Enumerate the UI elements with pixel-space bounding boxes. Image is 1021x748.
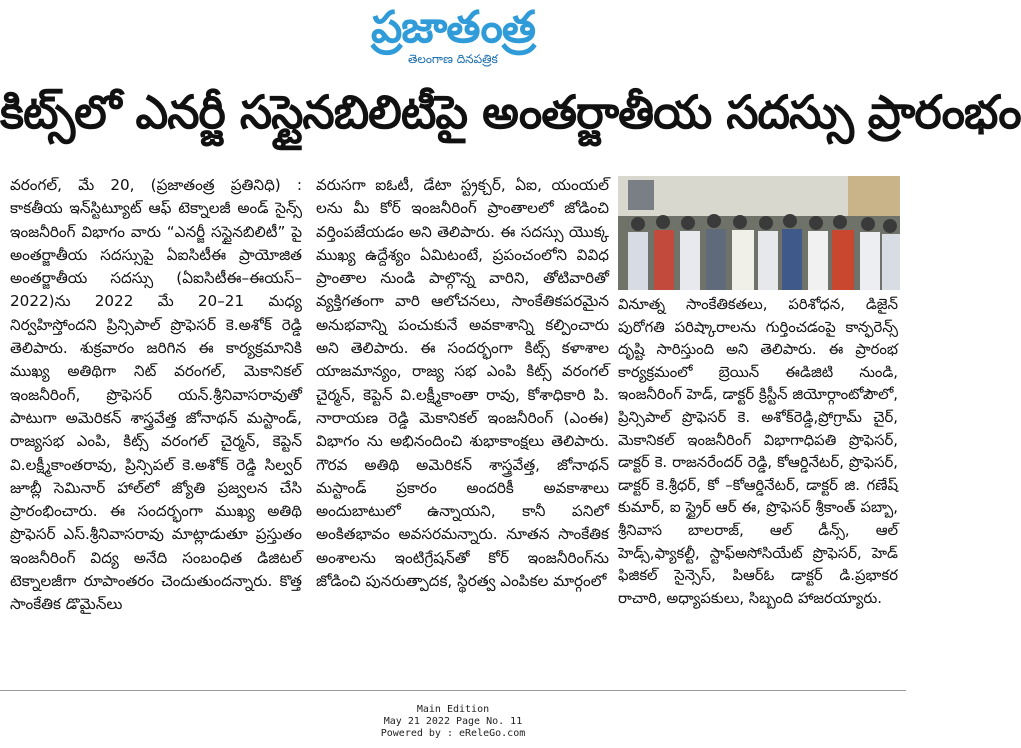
newspaper-logo	[360, 2, 546, 68]
page-footer	[0, 704, 906, 740]
logo-tagline: తెలంగాణ దినపత్రిక	[408, 52, 498, 66]
footer-divider	[0, 690, 906, 691]
column-1-text: వరంగల్, మే 20, (ప్రజాతంత్ర ప్రతినిధి) : కాకతీయ ఇన్‌స్టిట్యూట్ ఆఫ్ టెక్నాలజీ అండ్ సైన్స్ ఇంజనీరింగ్ విభాగం వారు “ఎనర్జీ సస్టైనబిలిటీ” పై అంతర్జాతీయ సదస్సుపై ఏఐసిటీఈ ప్రాయోజిత అంతర్జాతీయ సదస్సు (ఏఐసిటీఈ–ఈయస్–2022)ను 2022 మే 20–21 మధ్య నిర్వహిస్తోందని ప్రిన్సిపాల్ ప్రొఫెసర్ కె.అశోక్ రెడ్డి తెలిపారు. శుక్రవారం జరిగిన ఈ కార్యక్రమానికి ముఖ్య అతిథిగా నిట్ వరంగల్, మెకానికల్ ఇంజనీరింగ్, ప్రొఫెసర్ యన్.శ్రీనివాసరావుతో పాటుగా అమెరికన్ శాస్త్రవేత్త జోనాథన్ మస్టాండ్, రాజ్యసభ ఎంపి, కిట్స్ వరంగల్ చైర్మన్, కెప్టెన్ వి.లక్ష్మీకాంతరావు, ప్రిన్సిపల్ కె.అశోక్ రెడ్డి సిల్వర్ జూబ్లీ సెమినార్ హాల్‌లో జ్యోతి ప్రజ్వలన చేసి ప్రారంభించారు. ఈ సందర్భంగా ముఖ్య అతిథి ప్రొఫెసర్ ఎస్.శ్రీనివాసరావు మాట్లాడుతూ ప్రస్తుతం ఇంజనీరింగ్ విద్య అనేది సంబంధిత డిజిటల్ టెక్నాలజీగా రూపాంతరం చెందుతుందన్నారు. కొత్త సాంకేతిక డొమైన్‌లు	[10, 176, 302, 614]
event-group-photo	[618, 176, 900, 290]
column-2-text: వరుసగా ఐఓటీ, డేటా స్ట్రక్చర్, ఏఐ, యంయల్ లను మీ కోర్ ఇంజనీరింగ్ ప్రాంతాలలో జోడించి వర్తింపజేయడం అని తెలిపారు. ఈ సదస్సు యొక్క ముఖ్య ఉద్దేశ్యం ఏమిటంటే, ప్రపంచంలోని వివిధ ప్రాంతాల నుండి పాల్గొన్న వారిని, తోటివారితో వ్యక్తిగతంగా వారి ఆలోచనలు, సాంకేతికపరమైన అనుభవాన్ని పంచుకునే అవకాశాన్ని కల్పించారు అని తెలిపారు. ఈ సందర్భంగా కిట్స్ కళాశాల యాజమాన్యం, రాజ్య సభ ఎంపి కిట్స్ వరంగల్ చైర్మన్, కెప్టెన్ వి.లక్ష్మీకాంతా రావు, కోశాధికారి పి. నారాయణ రెడ్డి మెకానికల్ ఇంజనీరింగ్ (ఎంఈ) విభాగం ను అభినందించి శుభాకాంక్షలు తెలిపారు. గౌరవ అతిథి అమెరికన్ శాస్త్రవేత్త, జోనాథన్ మస్టాండ్ ప్రకారం అందరికీ అవకాశాలు అందుబాటులో ఉన్నాయని, కానీ పనిలో అంకితభావం అవసరమన్నారు. నూతన సాంకేతిక అంశాలను ఇంటిగ్రేషన్‌తో కోర్ ఇంజనీరింగ్‌ను జోడించి పునరుత్పాదక, స్థిరత్వ ఎంపికల మార్గంలో	[316, 176, 609, 591]
date-page-label: May 21 2022 Page No. 11	[383, 716, 523, 727]
article-column-1	[10, 174, 302, 617]
logo-text: ప్రజాతంత్ర	[370, 2, 536, 53]
column-3-text: వినూత్న సాంకేతికతలు, పరిశోధన, డిజైన్ పురోగతి పరిష్కారాలను గుర్తించడంపై కాన్ఫరెన్స్ దృష్టి సారిస్తుంది అని తెలిపారు. ఈ ప్రారంభ కార్యక్రమంలో బ్రెయిన్ ఈడిజిటి నుండి, ఇంజనీరింగ్ హెడ్, డాక్టర్ క్రిస్టీన్ జియోర్గాంటోపౌలో, ప్రిన్సిపాల్ ప్రొఫెసర్ కె. అశోక్‌రెడ్డి,ప్రోగ్రామ్ చైర్, మెకానికల్ ఇంజనీరింగ్ విభాగాధిపతి ప్రొఫెసర్, డాక్టర్ కె. రాజనరేందర్ రెడ్డి, కోఆర్డినేటర్, ప్రొఫెసర్, డాక్టర్ కె.శ్రీధర్, కో –కోఆర్డినేటర్, డాక్టర్ జి. గణేష్ కుమార్, ఐ స్ట్రైర్ ఆర్ ఈ, ప్రొఫెసర్ శ్రీకాంత్ పబ్బా, శ్రీనివాస బాలరాజ్, ఆల్ డీన్స్, ఆల్ హెడ్స్,ఫ్యాకల్టీ, స్టాఫ్‌అసోసియేట్ ప్రొఫెసర్, హెడ్ ఫిజికల్ సైన్సెస్, పిఆర్‌ఓ డాక్టర్ డి.ప్రభాకర రాచారి, అధ్యాపకులు, సిబ్బంది హాజరయ్యారు.	[618, 296, 898, 607]
edition-label: Main Edition	[416, 704, 490, 715]
powered-by-label: Powered by : eReleGo.com	[380, 728, 526, 739]
article-column-3	[618, 294, 898, 610]
group-photo-image	[618, 176, 900, 290]
article-column-2	[316, 174, 609, 593]
article-headline: కిట్స్‌లో ఎనర్జీ సస్టైనబిలిటీపై అంతర్జాతీయ సదస్సు ప్రారంభం	[0, 85, 1021, 139]
masthead	[0, 0, 906, 72]
